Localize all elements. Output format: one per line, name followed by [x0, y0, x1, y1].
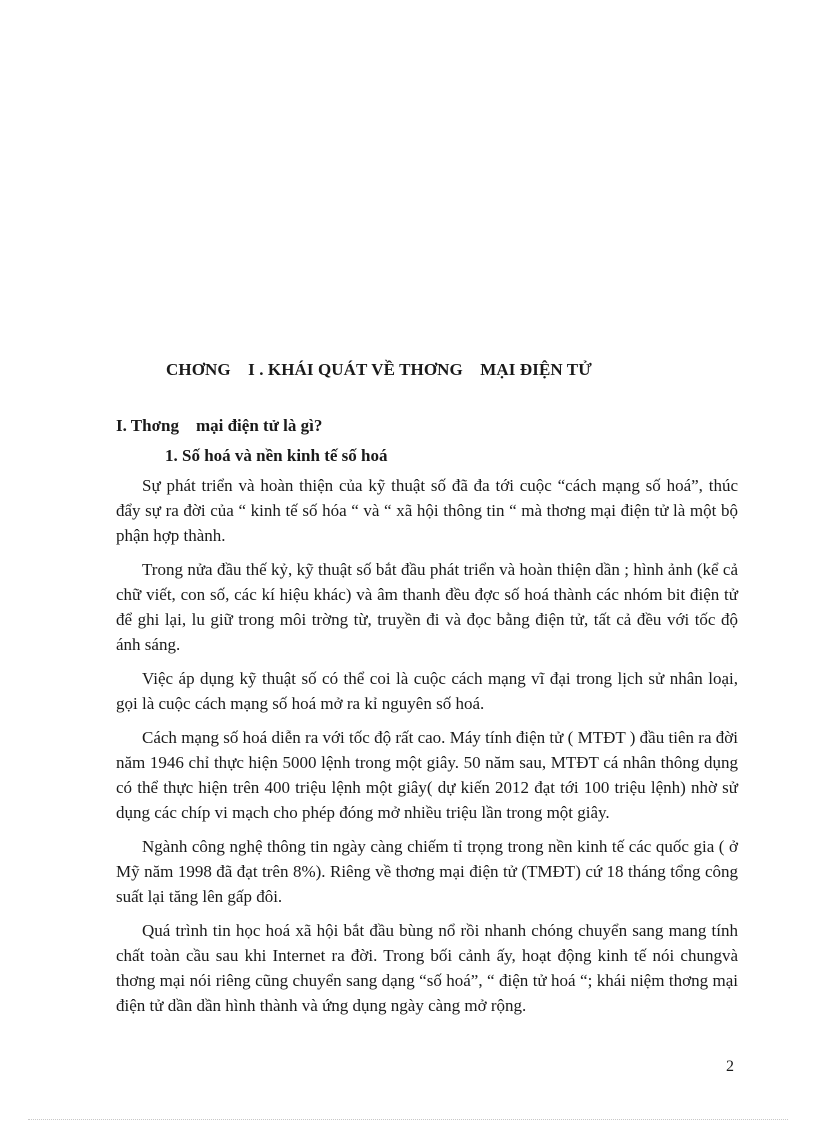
paragraph: Việc áp dụng kỹ thuật số có thể coi là cuộc cách mạng vĩ đại trong lịch sử nhân loại, gọi là cuộc cách mạng số hoá mở ra kỉ nguyên số hoá.: [116, 669, 738, 713]
page-bottom-border: [28, 1119, 788, 1120]
subsection-title: 1. Số hoá và nền kinh tế số hoá: [165, 446, 388, 465]
section-title: I. Thơng mại điện tử là gì?: [116, 416, 323, 435]
body-text: [116, 473, 738, 1027]
paragraph: Ngành công nghệ thông tin ngày càng chiếm tỉ trọng trong nền kinh tế các quốc gia ( ở Mỹ năm 1998 đã đạt trên 8%). Riêng về thơng mại điện tử (TMĐT) cứ 18 tháng tổng công suất lại tăng lên gấp đôi.: [116, 837, 738, 906]
paragraph: Cách mạng số hoá diễn ra với tốc độ rất cao. Máy tính điện tử ( MTĐT ) đầu tiên ra đời năm 1946 chỉ thực hiện 5000 lệnh trong một giây. 50 năm sau, MTĐT cá nhân thông dụng có thể thực hiện trên 400 triệu lệnh một giây( dự kiến 2012 đạt tới 100 triệu lệnh) nhờ sử dụng các chíp vi mạch cho phép đóng mở nhiều triệu lần trong một giây.: [116, 728, 738, 822]
paragraph: Sự phát triển và hoàn thiện của kỹ thuật số đã đa tới cuộc “cách mạng số hoá”, thúc đẩy sự ra đời của “ kinh tế số hóa “ và “ xã hội thông tin “ mà thơng mại điện tử là một bộ phận hợp thành.: [116, 476, 738, 545]
page-number: 2: [726, 1058, 734, 1075]
chapter-title: CHƠNG I . KHÁI QUÁT VỀ THƠNG MẠI ĐIỆN TỬ: [166, 360, 592, 379]
paragraph: Quá trình tin học hoá xã hội bắt đầu bùng nổ rồi nhanh chóng chuyển sang mang tính chất toàn cầu sau khi Internet ra đời. Trong bối cảnh ấy, hoạt động kinh tế nói chungvà thơng mại nói riêng cũng chuyển sang dạng “số hoá”, “ điện tử hoá “; khái niệm thơng mại điện tử dần dần hình thành và ứng dụng ngày càng mở rộng.: [116, 921, 738, 1015]
paragraph: Trong nửa đầu thế kỷ, kỹ thuật số bắt đầu phát triển và hoàn thiện dần ; hình ảnh (kể cả chữ viết, con số, các kí hiệu khác) và âm thanh đều đợc số hoá thành các nhóm bit điện tử để ghi lại, lu giữ trong môi trờng từ, truyền đi và đọc bằng điện tử, tất cả đều với tốc độ ánh sáng.: [116, 560, 738, 654]
